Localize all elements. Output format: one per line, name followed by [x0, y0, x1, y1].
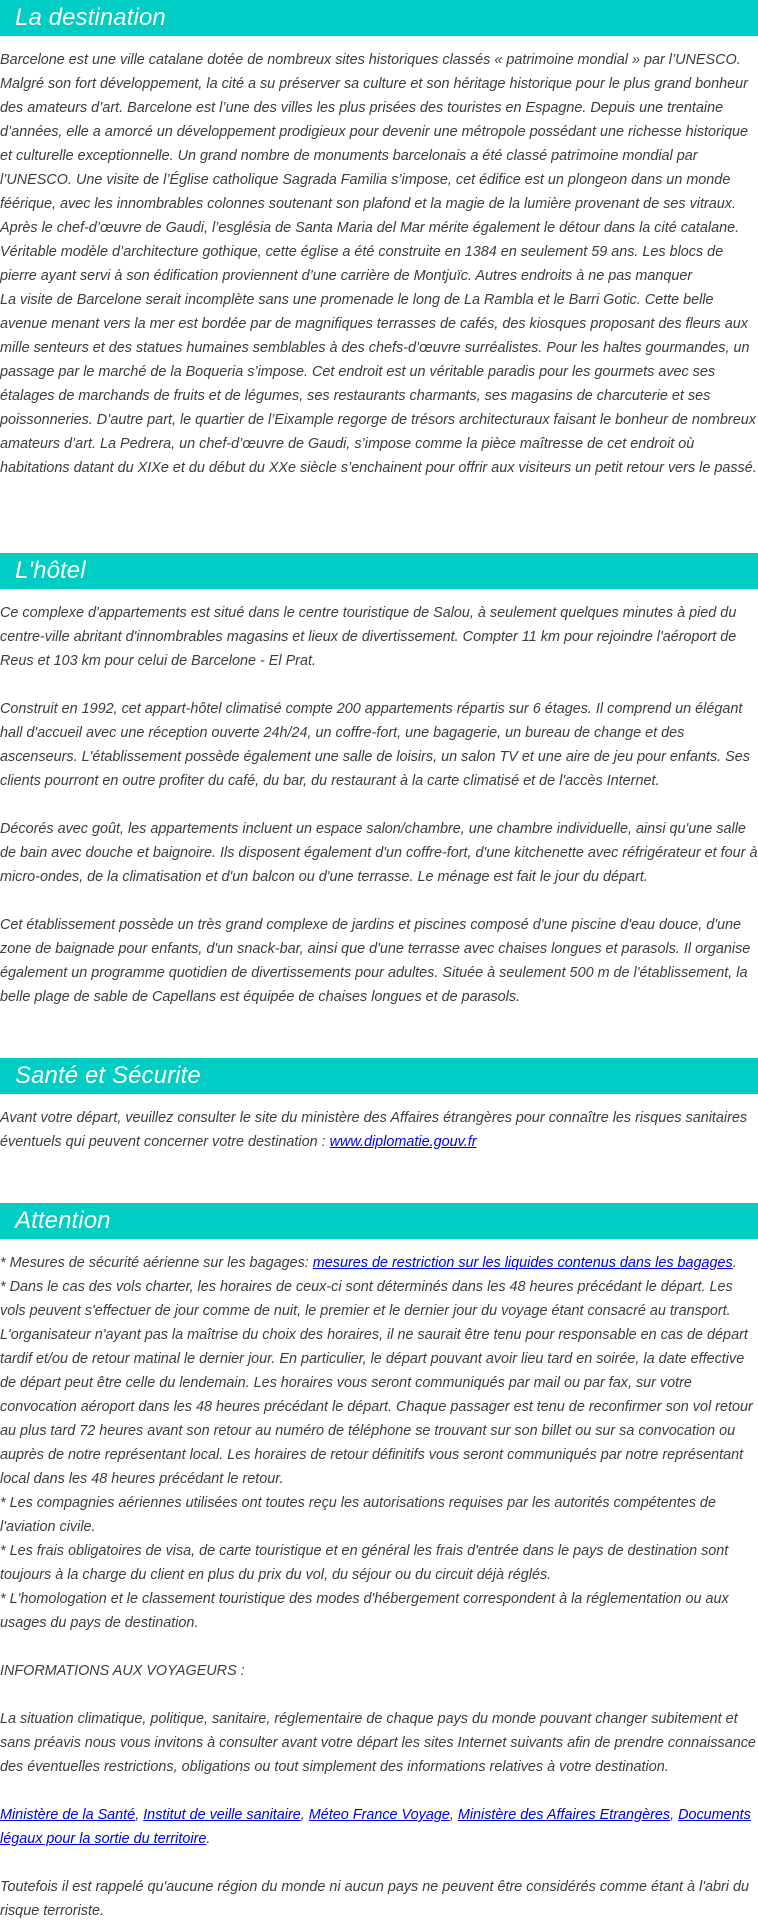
paragraph-gap — [0, 1779, 758, 1803]
info-links-paragraph — [0, 1803, 758, 1851]
paragraph-gap — [0, 793, 758, 817]
hotel-content — [0, 601, 758, 1009]
link-separator: , — [300, 1807, 309, 1823]
section-title-sante: Santé et Sécurite — [15, 1062, 201, 1089]
attention-bullet-1 — [0, 1251, 758, 1275]
info-voyageurs-title: INFORMATIONS AUX VOYAGEURS : — [0, 1663, 245, 1679]
attention-bullet-2: * Dans le cas des vols charter, les horaires de ceux-ci sont déterminés dans les 48 heures précédant le départ. Les vols peuvent s'effectuer de jour comme de nuit, le premier et le dernier jour du voyage étant consacré au transport. L'organisateur n'ayant pas la maîtrise du choix des horaires, il ne saurait être tenu pour responsable en cas de départ tardif et/ou de retour matinal le dernier jour. En particulier, le départ pouvant avoir lieu tard en soirée, la date effective de départ peut être celle du lendemain. Les horaires vous seront communiqués par mail ou par fax, sur votre convocation aéroport dans les 48 heures précédant le départ. Chaque passager est tenu de reconfirmer son vol retour au plus tard 72 heures avant son retour au numéro de téléphone se trouvant sur son billet ou sur sa convocation ou auprès de notre représentant local. Les horaires de retour définitifs vous seront communiqués par notre représentant local dans les 48 heures précédant le retour. — [0, 1279, 753, 1487]
section-title-attention: Attention — [15, 1207, 111, 1234]
sante-text: Avant votre départ, veuillez consulter le site du ministère des Affaires étrangères pour connaître les risques sanitaires éventuels qui peuvent concerner votre destination : — [0, 1110, 748, 1150]
hotel-paragraph-3: Décorés avec goût, les appartements incluent un espace salon/chambre, une chambre individuelle, ainsi qu'une salle de bain avec douche et baignoire. Ils disposent également d'un coffre-fort, d'une kitchenette avec réfrigérateur et four à micro-ondes, de la climatisation et d'un balcon ou d'une terrasse. Le ménage est fait le jour du départ. — [0, 821, 758, 885]
sante-content — [0, 1106, 758, 1154]
link-separator: , — [449, 1807, 458, 1823]
destination-paragraph-2: La visite de Barcelone serait incomplète sans une promenade le long de La Rambla et le Barri Gotic. Cette belle avenue menant vers la mer est bordée par de magnifiques terrasses de cafés, des kiosques proposant des fleurs aux mille senteurs et des statues humaines semblables à des chefs-d’œuvre surréalistes. Pour les haltes gourmandes, un passage par le marché de la Boqueria s’impose. Cet endroit est un véritable paradis pour les gourmets avec ses étalages de marchands de fruits et de légumes, ses restaurants charmants, ses magasins de charcuterie et ses poissonneries. D’autre part, le quartier de l’Eixample regorge de trésors architecturaux faisant le bonheur de nombreux amateurs d’art. La Pedrera, un chef-d’œuvre de Gaudi, s’impose comme la pièce maîtresse de cet endroit où habitations datant du XIXe et du début du XXe siècle s’enchainent pour offrir aux visiteurs un petit retour vers le passé. — [0, 292, 757, 476]
veille-sanitaire-link[interactable]: Institut de veille sanitaire — [143, 1807, 301, 1823]
paragraph-gap — [0, 1635, 758, 1659]
destination-content — [0, 48, 758, 480]
section-title-destination: La destination — [15, 4, 166, 31]
section-title-hotel: L'hôtel — [15, 557, 86, 584]
destination-paragraph-1: Barcelone est une ville catalane dotée de nombreux sites historiques classés « patrimoine mondial » par l’UNESCO. Malgré son fort développement, la cité a su préserver sa culture et son héritage historique pour le plus grand bonheur des amateurs d’art. Barcelone est l’une des villes les plus prisées des touristes en Espagne. Depuis une trentaine d’années, elle a amorcé un développement prodigieux pour devenir une métropole possédant une richesse historique et culturelle exceptionnelle. Un grand nombre de monuments barcelonais a été classé patrimoine mondial par l’UNESCO. Une visite de l’Église catholique Sagrada Familia s’impose, cet édifice est un plongeon dans un monde féérique, avec les innombrables colonnes soutenant son plafond et la magie de la lumière provenant de ses vitraux. Après le chef-d’œuvre de Gaudi, l’església de Santa Maria del Mar mérite également le détour dans la cité catalane. Véritable modèle d’architecture gothique, cette église a été construite en 1384 en seulement 59 ans. Les blocs de pierre ayant servi à son édification proviennent d’une carrière de Montjuïc. Autres endroits à ne pas manquer — [0, 52, 748, 284]
paragraph-gap — [0, 673, 758, 697]
link-separator: , — [135, 1807, 144, 1823]
attention-bullet-5: * L'homologation et le classement touristique des modes d'hébergement correspondent à la réglementation ou aux usages du pays de destination. — [0, 1591, 729, 1631]
paragraph-gap — [0, 1851, 758, 1875]
attention-bullet-3: * Les compagnies aériennes utilisées ont toutes reçu les autorisations requises par les autorités compétentes de l'aviation civile. — [0, 1495, 716, 1535]
bullet-1-suffix: . — [732, 1255, 737, 1271]
hotel-paragraph-4: Cet établissement possède un très grand complexe de jardins et piscines composé d'une piscine d'eau douce, d'une zone de baignade pour enfants, d'un snack-bar, ainsi que d'une terrasse avec chaises longues et parasols. Il organise également un programme quotidien de divertissements pour adultes. Située à seulement 500 m de l'établissement, la belle plage de sable de Capellans est équipée de chaises longues et de parasols. — [0, 917, 751, 1005]
section-header-attention — [0, 1203, 758, 1239]
attention-bullet-4: * Les frais obligatoires de visa, de carte touristique et en général les frais d'entrée dans le pays de destination sont toujours à la charge du client en plus du prix du vol, du séjour ou du circuit déjà réglés. — [0, 1543, 729, 1583]
meteo-france-link[interactable]: Méteo France Voyage — [308, 1807, 450, 1823]
info-voyageurs-paragraph: La situation climatique, politique, sanitaire, réglementaire de chaque pays du monde pouvant changer subitement et sans préavis nous vous invitons à consulter avant votre départ les sites Internet suivants afin de prendre connaissance des éventuelles restrictions, obligations ou tout simplement des informations relatives à votre destination. — [0, 1711, 756, 1775]
terrorism-warning: Toutefois il est rappelé qu'aucune région du monde ni aucun pays ne peuvent être considérés comme étant à l'abri du risque terroriste. — [0, 1879, 749, 1919]
section-header-destination — [0, 0, 758, 36]
documents-legaux-link[interactable]: Documents légaux pour la sortie du territoire — [0, 1807, 751, 1847]
sante-paragraph — [0, 1106, 758, 1154]
attention-content — [0, 1251, 758, 1923]
ministere-sante-link[interactable]: Ministère de la Santé — [0, 1807, 136, 1823]
paragraph-gap — [0, 1683, 758, 1707]
diplomatie-link[interactable]: www.diplomatie.gouv.fr — [329, 1134, 477, 1150]
link-end: . — [206, 1831, 211, 1847]
hotel-paragraph-1: Ce complexe d'appartements est situé dans le centre touristique de Salou, à seulement quelques minutes à pied du centre-ville abritant d'innombrables magasins et lieux de divertissement. Compter 11 km pour rejoindre l'aéroport de Reus et 103 km pour celui de Barcelone - El Prat. — [0, 605, 737, 669]
bullet-1-prefix: * Mesures de sécurité aérienne sur les bagages: — [0, 1255, 313, 1271]
section-header-sante — [0, 1058, 758, 1094]
hotel-paragraph-2: Construit en 1992, cet appart-hôtel climatisé compte 200 appartements répartis sur 6 étages. Il comprend un élégant hall d'accueil avec une réception ouverte 24h/24, un coffre-fort, une bagagerie, un bureau de change et des ascenseurs. L'établissement possède également une salle de loisirs, un salon TV et une aire de jeu pour enfants. Ses clients pourront en outre profiter du café, du bar, du restaurant à la carte climatisé et de l'accès Internet. — [0, 701, 750, 789]
link-separator: , — [670, 1807, 679, 1823]
affaires-etrangeres-link[interactable]: Ministère des Affaires Etrangères — [457, 1807, 671, 1823]
liquid-restriction-link[interactable]: mesures de restriction sur les liquides contenus dans les bagages — [312, 1255, 733, 1271]
paragraph-gap — [0, 889, 758, 913]
section-header-hotel — [0, 553, 758, 589]
